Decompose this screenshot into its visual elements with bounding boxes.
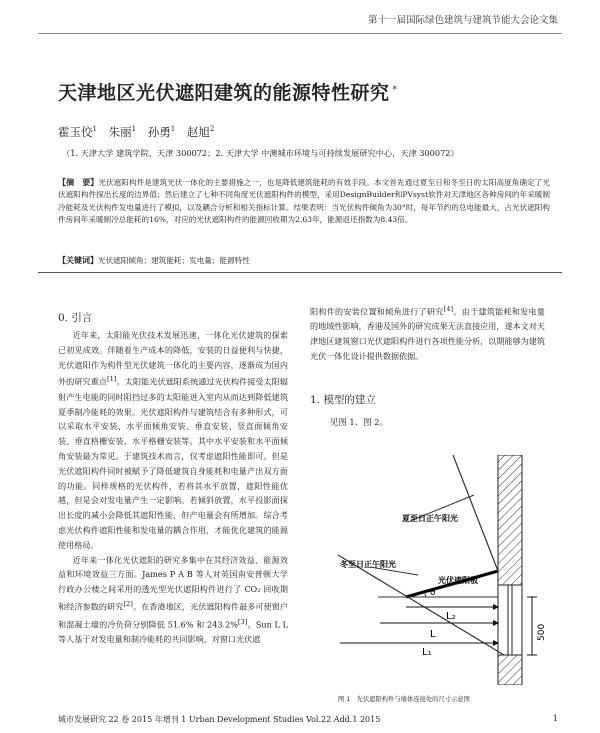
- citation: [1]: [106, 375, 117, 384]
- winter-sun-ray: [338, 555, 504, 655]
- figure-reference: 见图 1、图 2。: [330, 417, 388, 427]
- theta-symbol: θ: [430, 588, 436, 598]
- section-heading-intro: 0. 引言: [58, 312, 93, 324]
- label-l1: L₁: [422, 647, 432, 658]
- keywords-label: 【关键词】: [58, 256, 98, 265]
- citation: [4]: [443, 305, 454, 313]
- page-number: 1: [552, 714, 558, 724]
- author-list: [58, 124, 214, 140]
- summer-sun-ray: [453, 455, 498, 571]
- paragraph: 近年来，太阳能光伏技术发展迅速，一体化光伏建筑的探索已初见成效。伴随着生产成本的降低，安装的日益便利与快捷，光伏遮阳作为构件型光伏建筑一体化的主要内容，逐渐成为国内外的研究重点[1]。太阳能光伏遮阳系统通过光伏构件接受太阳辐射产生电能的同时阻挡过多的太阳能进入室内从而达到降低建筑夏季制冷能耗的效果。光伏遮阳构件与建筑结合有多种形式，可以采取水平安装、水平面倾角安装、垂直安装、竖直面倾角安装、垂直格栅安装、水平格栅安装等。其中水平安装和水平面倾角安装最为常见。于建筑技术而言，仅考虑遮阳性能即可。但是光伏遮阳构件同时被赋予了降低建筑自身能耗和电量产出双方面的功能。同样规格的光伏构件，若将其水平放置，遮阳性能优越，但是会对发电量产生一定影响。若倾斜放置，水平投影面探出长度的减小会降低其遮阳性能，但产电量会有所增加。综合考虑光伏构件遮阳性能和发电量的耦合作用，才能优化建筑的能源使用格局。: [58, 330, 288, 550]
- author: 赵旭$^2$: [186, 125, 215, 139]
- abstract-divider: [38, 272, 562, 273]
- affiliations: （1. 天津大学 建筑学院，天津 300072；2. 天津大学 中澳城市环境与可持续发展研究中心，天津 300072）: [62, 148, 459, 158]
- author: 霍玉佼$^1$: [58, 125, 97, 139]
- running-header: 第十一届国际绿色建筑与建筑节能大会论文集: [367, 15, 558, 26]
- left-column: [58, 328, 288, 647]
- paragraph: 近年来一体化光伏遮阳的研究多集中在其经济效益、能源效益和环境效益三方面。James P A B 等人对英国南安普顿大学行政办公楼之间采用的透光型光伏遮阳构件进行了 CO₂ 回收期和经济参数的研究[2]。在香港地区，光伏遮阳构件最多可使窗户和混凝土墙的冷负荷分别降低 51.6% 和 243.2%[3]。Sun L L 等人基于对发电量和制冷能耗的共同影响，对窗口光伏遮: [58, 554, 288, 644]
- wall-lower: [498, 655, 522, 685]
- right-column-intro: [310, 302, 545, 364]
- paragraph: 阳构件的安装位置和倾角进行了研究[4]。由于建筑能耗和发电量的地域性影响，香港及国外的研究成果无法直接应用，遂本文对天津地区建筑窗口光伏遮阳构件进行各项性能分析，以期能够为建筑光伏一体化设计提供数据依据。: [310, 305, 545, 362]
- journal-footer: 城市发展研究 22 卷 2015 年增刊 1 Urban Development Studies Vol.22 Add.1 2015: [58, 715, 381, 724]
- figure-caption: 图 1 光伏遮阳构件与墙体连接处的尺寸示意图: [338, 696, 470, 703]
- keywords-text: 光伏遮阳倾角；建筑能耗；发电量；能源特性: [98, 256, 250, 265]
- pv-panel-label: 光伏遮阳板: [438, 576, 478, 585]
- author: 孙勇$^1$: [147, 125, 176, 139]
- section-heading-model: 1. 模型的建立: [310, 394, 376, 406]
- label-l2: L₂: [446, 611, 456, 622]
- title-text: 天津地区光伏遮阳建筑的能源特性研究: [58, 82, 390, 104]
- abstract-text: 光伏遮阳构件是建筑光伏一体化的主要措施之一，也是降低建筑能耗的有效手段。本文首先通过夏至日和冬至日的太阳高度角确定了光伏遮阳构件探出长度的边界值；然后建立了七种不同角度光伏遮阳构件的模型，采用DesignBuilder和PVsyst软件对天津地区各种房间的年采暖制冷能耗及光伏构件发电量进行了模拟，以及耦合分析和相关指标计算。结果表明：当光伏构件倾角为30°时，每年节约的总电能最大，占光伏遮阳构件房间年采暖制冷总能耗的16%，对应的光伏遮阳构件的能源回收期为2.63年，能源返还指数为8.43倍。: [58, 178, 551, 225]
- paper-title: [58, 78, 398, 105]
- header-divider: [38, 33, 562, 34]
- winter-sun-label: 冬至日正午阳光: [340, 560, 396, 569]
- keywords: [58, 255, 250, 266]
- dimension-500: 500: [537, 623, 547, 641]
- wall-upper: [498, 455, 522, 585]
- citation: [2]: [123, 600, 133, 609]
- citation: [3]: [237, 617, 248, 626]
- summer-sun-label: 夏至日正午阳光: [402, 514, 458, 523]
- figure-1-diagram: [318, 455, 548, 685]
- abstract-label: 【摘 要】: [58, 178, 99, 187]
- window-opening: [498, 585, 522, 655]
- label-l: L: [430, 629, 436, 640]
- abstract: [58, 177, 550, 227]
- author: 朱丽$^1$: [108, 125, 137, 139]
- title-footnote-mark: *: [392, 84, 398, 95]
